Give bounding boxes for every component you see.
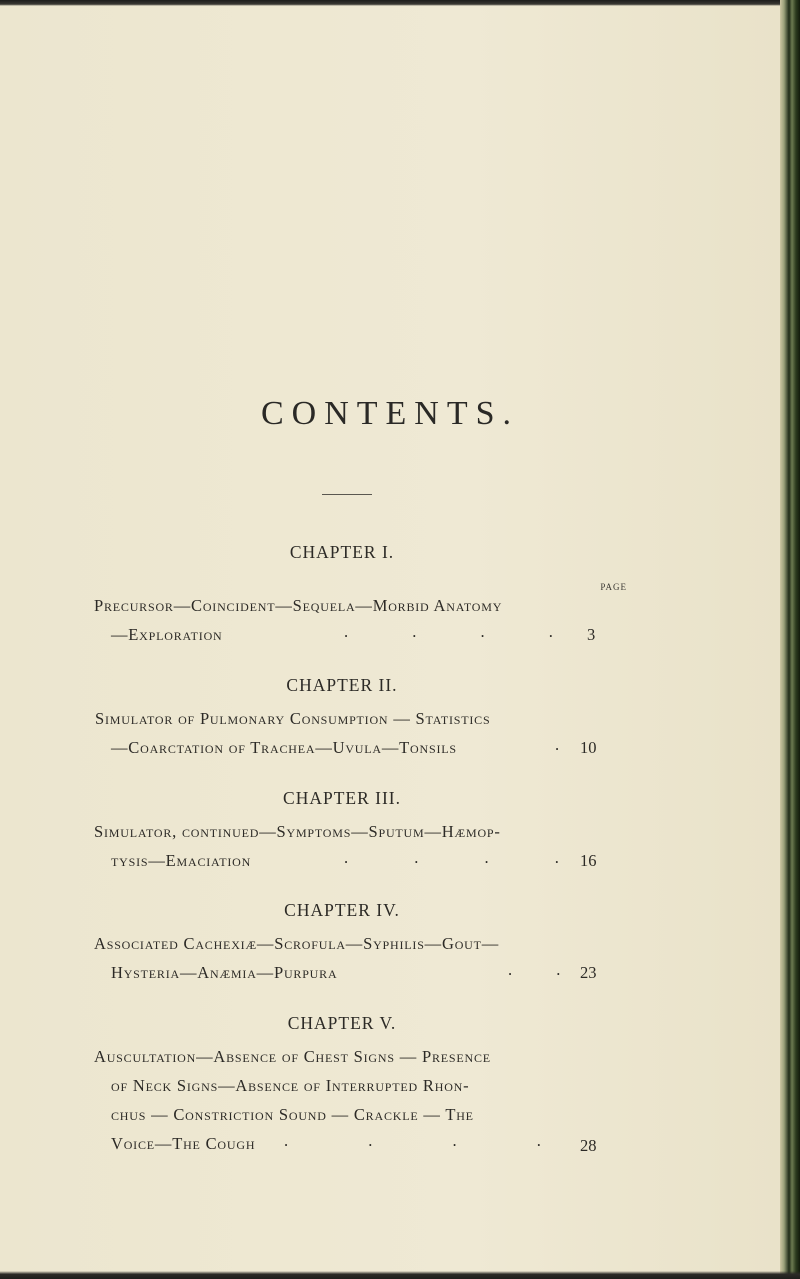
chapter-1-leader: . . . . — [344, 622, 553, 641]
chapter-5-heading: CHAPTER V. — [287, 1013, 397, 1033]
chapter-3-page: 16 — [580, 851, 597, 870]
chapter-4-heading: CHAPTER IV. — [284, 900, 400, 920]
chapter-4-line-2: Hysteria—Anæmia—Purpura — [111, 963, 338, 982]
page-column-label: PAGE — [600, 582, 627, 592]
chapter-5-page: 28 — [580, 1136, 597, 1155]
chapter-1-page: 3 — [587, 625, 596, 644]
chapter-2-leader: . — [555, 735, 560, 754]
chapter-5-line-1: Auscultation—Absence of Chest Signs — Presence — [94, 1047, 491, 1066]
chapter-3-line-2: tysis—Emaciation — [111, 851, 252, 870]
book-spine-edge — [780, 0, 800, 1279]
chapter-4-page: 23 — [580, 963, 597, 982]
title-divider — [322, 494, 372, 495]
chapter-4-leader: . . — [508, 960, 561, 979]
chapter-5-line-2: of Neck Signs—Absence of Interrupted Rhon- — [111, 1076, 470, 1095]
chapter-5-line-4: Voice—The Cough — [111, 1134, 256, 1153]
chapter-2-page: 10 — [580, 738, 597, 757]
page-top-edge — [0, 0, 800, 6]
chapter-1-line-1: Precursor—Coincident—Sequela—Morbid Anatomy — [94, 596, 503, 615]
chapter-5-leader: . . . . — [284, 1131, 541, 1150]
chapter-3-heading: CHAPTER III. — [283, 788, 401, 808]
chapter-1-heading: CHAPTER I. — [289, 542, 395, 562]
chapter-2-line-2: —Coarctation of Trachea—Uvula—Tonsils — [111, 738, 457, 757]
chapter-3-line-1: Simulator, continued—Symptoms—Sputum—Hæmop- — [94, 822, 501, 841]
chapter-2-heading: CHAPTER II. — [286, 675, 398, 695]
chapter-2-line-1: Simulator of Pulmonary Consumption — Statistics — [95, 709, 491, 728]
chapter-5-line-3: chus — Constriction Sound — Crackle — The — [111, 1105, 474, 1124]
chapter-4-line-1: Associated Cachexiæ—Scrofula—Syphilis—Gout— — [94, 934, 500, 953]
chapter-1-line-2: —Exploration — [111, 625, 223, 644]
page-title: CONTENTS. — [260, 395, 520, 432]
chapter-3-leader: . . . . — [344, 848, 559, 867]
page-bottom-edge — [0, 1271, 800, 1279]
